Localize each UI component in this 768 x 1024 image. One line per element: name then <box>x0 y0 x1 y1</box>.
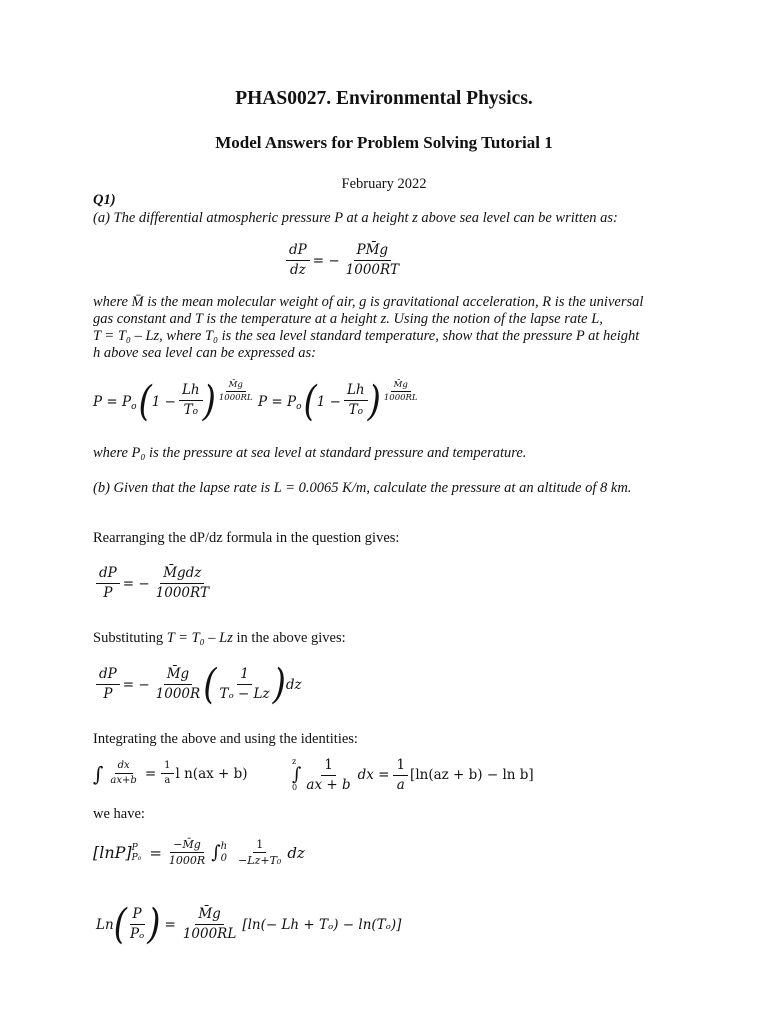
id2-coef-num: 1 <box>393 757 408 776</box>
equation-2-first: P = P o ( 1 − $\frac{Lh}{To}$ ) $\frac{M̄g}{1000RL}$ <box>93 382 256 421</box>
id1-coef-num: 1 <box>161 760 173 774</box>
id1-int: ∫ <box>93 761 104 786</box>
equation-4: $\frac{dP}{P}$ = − $\frac{M̄g}{1000R}$ ( $\frac{1}{\text{Tₒ − Lz}}$ ) dz <box>96 666 302 703</box>
eq6-in-num: P <box>130 906 145 925</box>
eq2-num: Lh <box>179 382 203 401</box>
eq2b-num: Lh <box>344 382 368 401</box>
para-2 <box>93 294 693 362</box>
identity-2: z ∫ 0 $\frac{1}{ax + b}$ dx = $\frac{1}{a}$ [ln(az + b) − ln b] <box>292 756 534 793</box>
eq6-ln: Ln <box>96 916 114 933</box>
eq6-den: 1000RL <box>182 926 237 942</box>
answer-text-4: we have: <box>93 806 145 822</box>
id2-dx: dx = <box>357 767 390 783</box>
id2-coef-den: a <box>396 776 405 793</box>
eq5-int-top: h <box>220 840 228 852</box>
id2-lim-top: z <box>292 757 297 766</box>
eq4-lhs-den: P <box>103 686 113 702</box>
text2-math: T = T₀ – Lz <box>166 630 233 646</box>
eq2-den: T <box>183 402 193 418</box>
eq5-den: 1000R <box>168 854 206 867</box>
part-a-intro: (a) The differential atmospheric pressure P at a height z above sea level can be written as: <box>93 210 618 226</box>
answer-text-3: Integrating the above and using the identities: <box>93 731 358 747</box>
eq4-eq: = − <box>122 676 150 693</box>
page-subtitle: Model Answers for Problem Solving Tutorial 1 <box>215 133 553 152</box>
eq4-tail: dz <box>285 676 302 693</box>
id1-den: ax+b <box>110 775 137 786</box>
eq2-lhs: P = P <box>93 393 132 410</box>
eq6-tail: [ln(− Lh + Tₒ) − ln(Tₒ)] <box>242 916 402 933</box>
eq2b-exp-num: M̄g <box>391 380 411 392</box>
eq2b-den-sub: o <box>357 407 363 417</box>
id1-coef-den: a <box>164 775 171 786</box>
eq3-lhs-num: dP <box>96 565 120 584</box>
part-b: (b) Given that the lapse rate is L = 0.0065 K/m, calculate the pressure at an altitude of 8 km. <box>93 480 632 496</box>
id2-tail: [ln(az + b) − ln b] <box>410 767 534 783</box>
eq5-in-den: −Lz+T₀ <box>238 854 282 867</box>
id1-eq: = <box>144 765 157 782</box>
eq2-den-sub: o <box>192 407 198 417</box>
eq2b-exp-den: 1000RL <box>383 393 418 403</box>
eq5-int-bot: 0 <box>220 852 227 864</box>
eq1-rhs-num: PM̄g <box>354 242 392 261</box>
eq6-in-den: Pₒ <box>129 926 145 942</box>
equation-3 <box>96 565 212 602</box>
eq3-eq: = − <box>122 575 150 592</box>
eq2-exp-num: M̄g <box>226 380 246 392</box>
eq2-exp-den: 1000RL <box>218 393 253 403</box>
eq2b-sub: o <box>296 401 302 412</box>
eq5-eq: = <box>149 843 162 862</box>
eq5-num: −M̄g <box>170 838 204 853</box>
para-2-line-1: where M̄ is the mean molecular weight of air, g is gravitational acceleration, R is the universal <box>93 294 644 310</box>
document-date: February 2022 <box>341 176 427 192</box>
eq2-sub: o <box>131 401 137 412</box>
equation-6: Ln ( $\frac{P}{\text{Pₒ}}$ ) = $\frac{M̄g}{1000RL}$ [ln(− Lh + Tₒ) − ln(Tₒ)] <box>96 900 402 949</box>
eq1-rhs-den: 1000RT <box>345 262 399 278</box>
para-2-line-4: h above sea level can be expressed as: <box>93 345 316 361</box>
para-3: where P₀ is the pressure at sea level at standard pressure and temperature. <box>93 445 527 461</box>
eq4-rhs-den: 1000R <box>155 686 201 702</box>
id1-tail: l n(ax + b) <box>175 765 248 782</box>
id2-num: 1 <box>321 757 336 776</box>
eq1-eq: = − <box>312 252 340 269</box>
para-2-line-3: T = T₀ – Lz, where T₀ is the sea level standard temperature, show that the pressure P at height <box>93 328 640 344</box>
eq5-lhs: [lnP] <box>93 843 132 862</box>
eq5-lhs-sub: P₀ <box>131 852 142 863</box>
eq2-one: 1 − <box>151 393 176 410</box>
eq2b-lhs: P = P <box>258 393 297 410</box>
eq4-rhs-num: M̄g <box>164 666 192 685</box>
eq4-lhs-num: dP <box>96 666 120 685</box>
eq5-tail: dz <box>287 843 305 862</box>
eq6-eq: = <box>164 916 176 933</box>
answer-text-1: Rearranging the dP/dz formula in the question gives: <box>93 530 400 546</box>
eq2b-den: T <box>348 402 358 418</box>
identity-1 <box>93 760 248 787</box>
eq6-num: M̄g <box>195 906 223 925</box>
text2-post: in the above gives: <box>232 630 346 646</box>
answer-text-2 <box>93 630 693 647</box>
eq5-lhs-sup: P <box>131 842 138 853</box>
id2-den: ax + b <box>306 776 351 793</box>
id1-num: dx <box>115 760 133 774</box>
eq3-rhs-den: 1000RT <box>155 585 209 601</box>
equation-2-second: P = P o ( 1 − $\frac{Lh}{To}$ ) $\frac{M̄g}{1000RL}$ <box>258 382 421 421</box>
eq1-lhs-num: dP <box>286 242 310 261</box>
equation-5: [lnP] P P₀ = $\frac{-M̄g}{1000R}$ ∫ h 0 $\frac{1}{\text{−Lz+T₀}}$ dz <box>93 838 305 867</box>
page-title: PHAS0027. Environmental Physics. <box>235 88 533 109</box>
id2-lim-bot: 0 <box>292 783 298 792</box>
eq3-lhs-den: P <box>103 585 113 601</box>
question-label: Q1) <box>93 192 116 208</box>
eq3-rhs-num: M̄gdz <box>160 565 204 584</box>
equation-1 <box>286 242 402 279</box>
eq5-in-num: 1 <box>253 838 266 853</box>
eq1-lhs-den: dz <box>289 262 306 278</box>
eq2b-one: 1 − <box>316 393 341 410</box>
para-2-line-2: gas constant and T is the temperature at a height z. Using the notion of the lapse rate L, <box>93 311 603 327</box>
eq4-inner-den: Tₒ − Lz <box>219 686 270 702</box>
text2-pre: Substituting <box>93 630 167 646</box>
eq4-inner-num: 1 <box>237 666 252 685</box>
